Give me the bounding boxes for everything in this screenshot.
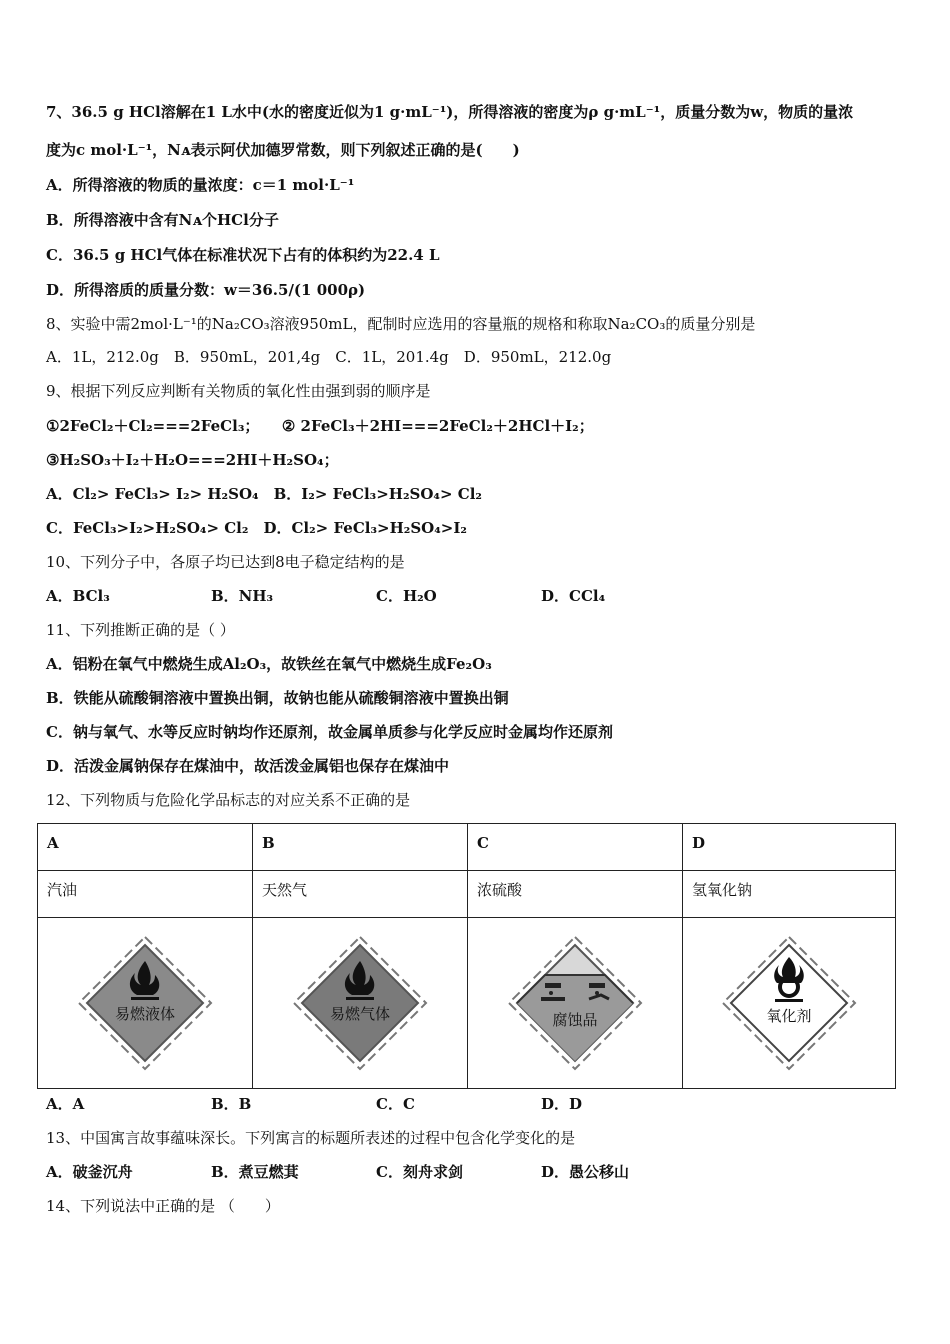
q13-option-d: D．愚公移山 [541,1163,630,1181]
table-header-b: B [253,824,468,871]
q13-options [46,1162,629,1182]
q11-option-d: D．活泼金属钠保存在煤油中，故活泼金属铝也保存在煤油中 [46,757,450,775]
q12-option-b: B．B [211,1095,252,1113]
q13-stem: 13、中国寓言故事蕴味深长。下列寓言的标题所表述的过程中包含化学变化的是 [46,1129,576,1147]
q12-stem: 12、下列物质与危险化学品标志的对应关系不正确的是 [46,791,411,809]
q10-option-d: D．CCl₄ [541,587,606,605]
q9-reactions-1-2: ①2FeCl₂＋Cl₂===2FeCl₃； ② 2FeCl₃＋2HI===2FeCl₂＋2HCl＋I₂； [46,417,594,435]
q7-option-a: A．所得溶液的物质的量浓度：c＝1 mol·L⁻¹ [46,176,355,194]
q13-option-a: A．破釜沉舟 [46,1163,133,1181]
q14-stem: 14、下列说法中正确的是 （ ） [46,1197,280,1215]
substance-c: 浓硫酸 [468,871,683,918]
table-header-c: C [468,824,683,871]
sign-cell-c [468,918,683,1089]
sign-cell-b [253,918,468,1089]
q7-option-b: B．所得溶液中含有Nᴀ个HCl分子 [46,211,279,229]
substance-b: 天然气 [253,871,468,918]
substance-a: 汽油 [38,871,253,918]
q11-option-a: A．铝粉在氧气中燃烧生成Al₂O₃，故铁丝在氧气中燃烧生成Fe₂O₃ [46,655,492,673]
q7-stem-line1: 7、36.5 g HCl溶解在1 L水中(水的密度近似为1 g·mL⁻¹)，所得溶液的密度为ρ g·mL⁻¹，质量分数为w，物质的量浓 [46,103,854,121]
q7-option-c: C．36.5 g HCl气体在标准状况下占有的体积约为22.4 L [46,246,440,264]
sign-label-b: 易燃气体 [329,1005,391,1023]
q8-options: A．1L，212.0g B．950mL，201,4g C．1L，201.4g D．950mL，212.0g [46,348,612,366]
q10-stem: 10、下列分子中，各原子均已达到8电子稳定结构的是 [46,553,405,571]
sign-cell-d [683,918,896,1089]
oxidizer-sign-icon [719,933,859,1073]
sign-label-c: 腐蚀品 [552,1011,598,1029]
q10-option-c: C．H₂O [376,587,437,605]
q10-option-a: A．BCl₃ [46,587,110,605]
q9-reaction-3: ③H₂SO₃＋I₂＋H₂O===2HI＋H₂SO₄； [46,451,339,469]
corrosive-sign-icon [505,933,645,1073]
table-header-a: A [38,824,253,871]
q7-stem-line2: 度为c mol·L⁻¹，Nᴀ表示阿伏加德罗常数，则下列叙述正确的是( ) [46,141,520,159]
q11-stem: 11、下列推断正确的是（ ） [46,621,235,639]
q8-stem: 8、实验中需2mol·L⁻¹的Na₂CO₃溶液950mL，配制时应选用的容量瓶的规格和称取Na₂CO₃的质量分别是 [46,315,756,333]
q7-option-d: D．所得溶质的质量分数：w＝36.5/(1 000ρ) [46,281,366,299]
q13-option-b: B．煮豆燃萁 [211,1163,299,1181]
q10-options [46,586,605,606]
sign-cell-a [38,918,253,1089]
hazard-table [37,823,896,1089]
q11-option-b: B．铁能从硫酸铜溶液中置换出铜，故钠也能从硫酸铜溶液中置换出铜 [46,689,509,707]
substance-d: 氢氧化钠 [683,871,896,918]
q9-options-cd: C．FeCl₃>I₂>H₂SO₄> Cl₂ D．Cl₂> FeCl₃>H₂SO₄>I₂ [46,519,467,537]
flammable-gas-sign-icon [290,933,430,1073]
q13-option-c: C．刻舟求剑 [376,1163,463,1181]
table-header-d: D [683,824,896,871]
q11-option-c: C．钠与氧气、水等反应时钠均作还原剂，故金属单质参与化学反应时金属均作还原剂 [46,723,613,741]
flammable-liquid-sign-icon [75,933,215,1073]
sign-label-a: 易燃液体 [114,1005,176,1023]
q12-options [46,1094,582,1114]
q9-stem: 9、根据下列反应判断有关物质的氧化性由强到弱的顺序是 [46,382,431,400]
q12-option-a: A．A [46,1095,85,1113]
q12-option-c: C．C [376,1095,415,1113]
q12-option-d: D．D [541,1095,583,1113]
sign-label-d: 氧化剂 [766,1007,812,1025]
q9-options-ab: A．Cl₂> FeCl₃> I₂> H₂SO₄ B．I₂> FeCl₃>H₂SO₄> Cl₂ [46,485,483,503]
q10-option-b: B．NH₃ [211,587,274,605]
